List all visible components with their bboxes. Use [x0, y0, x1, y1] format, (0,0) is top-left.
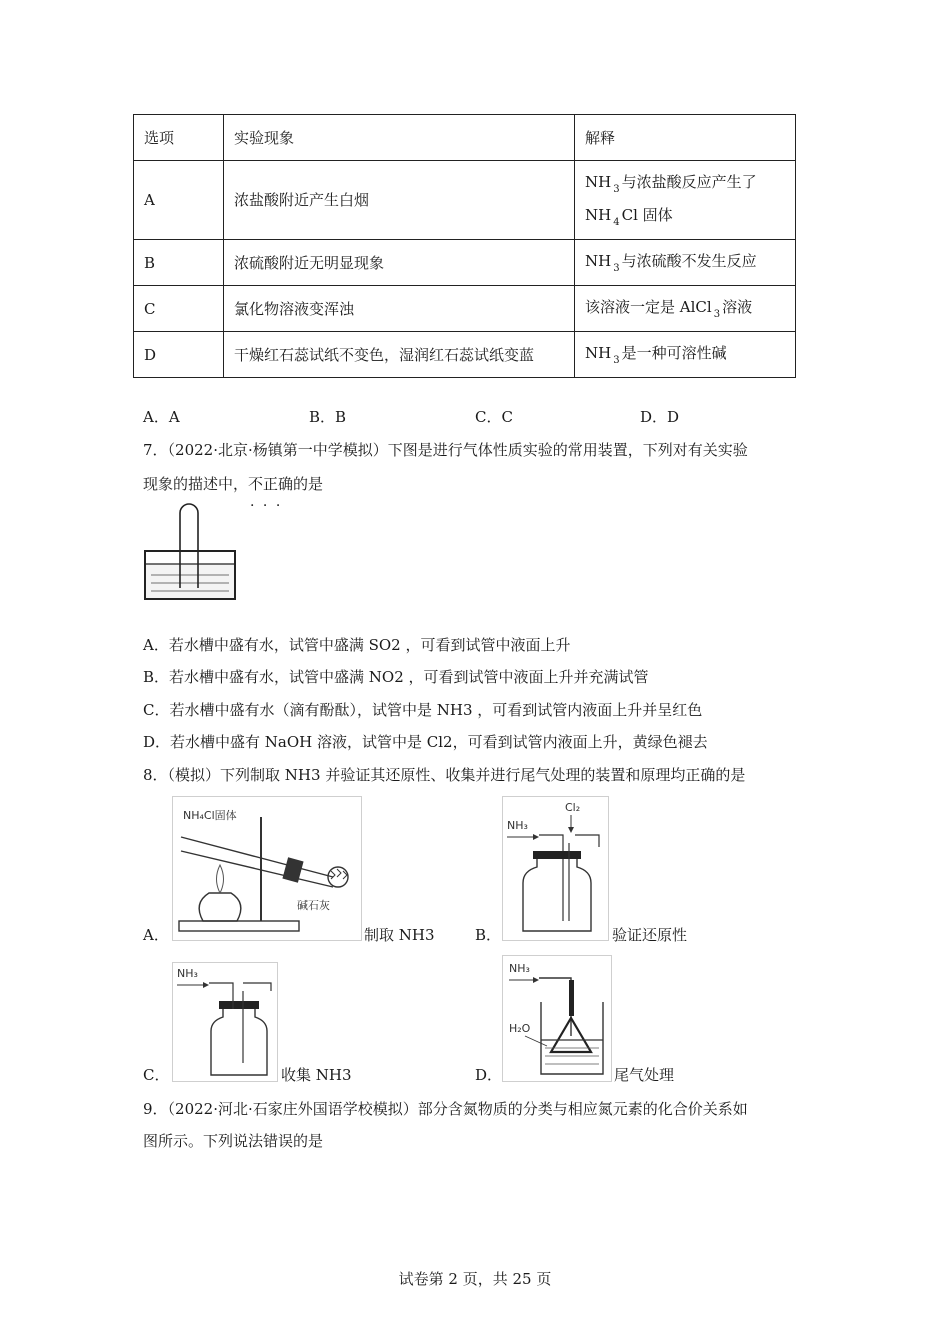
chlorine-label: Cl₂ — [565, 801, 581, 814]
subscript: 3 — [613, 355, 620, 366]
nh4cl-label: NH₄Cl固体 — [183, 809, 237, 822]
option-d: D．若水槽中盛有 NaOH 溶液，试管中是 Cl2，可看到试管内液面上升，黄绿色褪去 — [143, 733, 708, 751]
subscript: 3 — [613, 263, 620, 274]
table-row — [134, 240, 796, 286]
option-cell: B — [134, 240, 224, 286]
question-9-stem-2: 图所示。下列说法错误的是 — [143, 1132, 324, 1150]
page-footer: 试卷第 2 页，共 25 页 — [398, 1270, 552, 1288]
reduction-test-figure — [502, 796, 609, 941]
option-cell: D — [134, 332, 224, 378]
phenomenon-cell: 干燥红石蕊试纸不变色，湿润红石蕊试纸变蓝 — [224, 332, 575, 378]
subscript: 3 — [713, 309, 721, 320]
explanation-cell — [575, 332, 796, 378]
answer-option: D．D — [640, 408, 680, 426]
header-cell: 解释 — [575, 115, 796, 161]
table-row — [134, 161, 796, 240]
ammonia-label: NH₃ — [507, 819, 528, 832]
ammonia-label: NH₃ — [509, 962, 530, 975]
rubber-tube — [569, 980, 574, 1016]
stopper — [219, 1001, 259, 1009]
ammonia-label: NH₃ — [177, 967, 198, 980]
question-7-stem-2 — [143, 471, 323, 497]
phenomenon-cell: 浓硫酸附近无明显现象 — [224, 240, 575, 286]
header-cell: 实验现象 — [224, 115, 575, 161]
q8-option-b-caption: 验证还原性 — [612, 926, 688, 944]
gas-collection-figure — [172, 962, 278, 1082]
soda-lime-label: 碱石灰 — [297, 899, 330, 912]
explanation-cell — [575, 286, 796, 332]
flame — [217, 865, 224, 893]
stand-base — [179, 921, 299, 931]
answer-option: C．C — [475, 408, 513, 426]
subscript: 3 — [613, 184, 620, 195]
answer-option: B．B — [309, 408, 347, 426]
q8-option-d-label: D． — [475, 1066, 503, 1084]
option-b: B．若水槽中盛有水，试管中盛满 NO2 ，可看到试管中液面上升并充满试管 — [143, 668, 649, 686]
formula-text: NH — [585, 206, 612, 224]
explanation-cell — [575, 240, 796, 286]
q8-option-c-caption: 收集 NH3 — [281, 1066, 352, 1084]
tail-gas-figure — [502, 955, 612, 1082]
question-7-stem: 7．（2022·北京·杨镇第一中学模拟）下图是进行气体性质实验的常用装置，下列对有关实验 — [143, 441, 748, 459]
option-c: C．若水槽中盛有水（滴有酚酞），试管中是 NH3 ，可看到试管内液面上升并呈红色 — [143, 701, 703, 719]
water — [146, 564, 234, 598]
stem-text: 现象的描述中， — [143, 475, 249, 493]
subscript: 4 — [613, 217, 620, 228]
ammonia-preparation-figure — [172, 796, 362, 941]
stem-text: 的是 — [293, 475, 324, 493]
option-a: A．若水槽中盛有水，试管中盛满 SO2 ，可看到试管中液面上升 — [143, 636, 571, 654]
q8-option-c-label: C． — [143, 1066, 170, 1084]
phenomenon-cell: 氯化物溶液变浑浊 — [224, 286, 575, 332]
table-row — [134, 332, 796, 378]
option-cell: C — [134, 286, 224, 332]
formula-text: NH — [585, 344, 612, 362]
q8-option-d-caption: 尾气处理 — [614, 1066, 675, 1084]
test-tube-trough-figure — [143, 503, 238, 601]
explanation-text: 与浓盐酸反应产生了 — [621, 173, 757, 191]
q8-option-a-caption: 制取 NH3 — [364, 926, 435, 944]
explanation-text: 与浓硫酸不发生反应 — [621, 252, 757, 270]
formula-text: NH — [585, 173, 612, 191]
phenomenon-cell: 浓盐酸附近产生白烟 — [224, 161, 575, 240]
explanation-cell — [575, 161, 796, 240]
explanation-text: 溶液 — [722, 298, 753, 316]
emphasized-text: 不正确 · · · — [248, 475, 293, 493]
answer-option: A．A — [143, 408, 180, 426]
header-cell: 选项 — [134, 115, 224, 161]
q8-option-a-label: A． — [143, 926, 169, 944]
q8-option-b-label: B． — [475, 926, 502, 944]
option-cell: A — [134, 161, 224, 240]
explanation-text: Cl 固体 — [621, 206, 673, 224]
water-label: H₂O — [509, 1022, 531, 1035]
question-9-stem: 9．（2022·河北·石家庄外国语学校模拟）部分含氮物质的分类与相应氮元素的化合价关系如 — [143, 1100, 748, 1118]
alcohol-lamp — [199, 893, 241, 921]
stopper — [533, 851, 581, 859]
explanation-text: 是一种可溶性碱 — [621, 344, 727, 362]
question-8-stem: 8．（模拟）下列制取 NH3 并验证其还原性、收集并进行尾气处理的装置和原理均正确的是 — [143, 766, 746, 784]
formula-text: NH — [585, 252, 612, 270]
gas-bottle — [523, 859, 591, 931]
options-table — [133, 114, 796, 378]
table-header-row — [134, 115, 796, 161]
gas-bottle — [211, 1009, 267, 1075]
table-row — [134, 286, 796, 332]
explanation-text: 该溶液一定是 AlCl — [585, 298, 712, 316]
